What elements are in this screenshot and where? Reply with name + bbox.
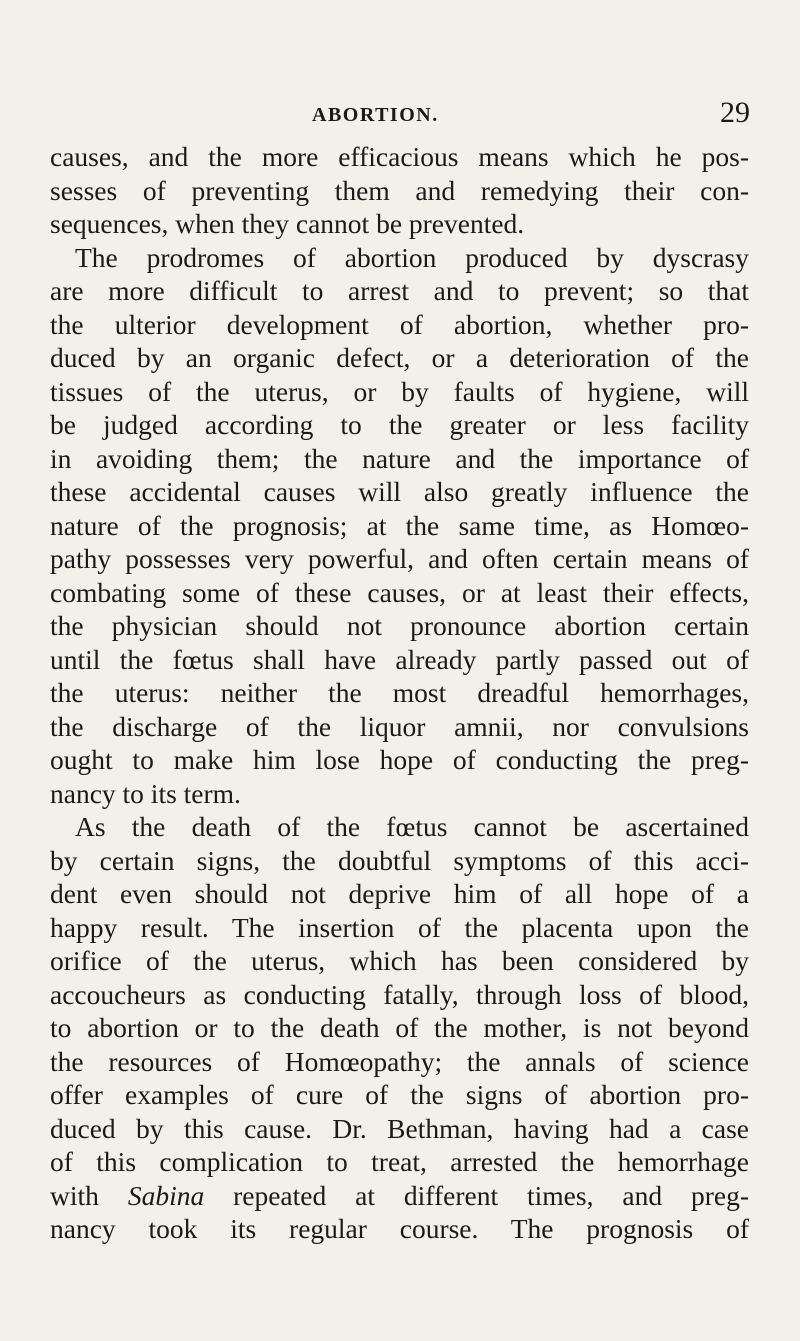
italic-remedy-name: Sabina (127, 1179, 205, 1211)
text-line-with-italic (50, 1179, 749, 1213)
text-line: sequences, when they cannot be prevented. (50, 208, 525, 239)
text-line: pathy possesses very powerful, and often certain means of (50, 543, 749, 574)
text-line: to abortion or to the death of the mother, is not beyond (50, 1012, 749, 1043)
text-line: of this complication to treat, arrested the hemorrhage (50, 1146, 749, 1177)
text-line: happy result. The insertion of the placenta upon the (50, 911, 749, 943)
paragraph-start-line: As the death of the fœtus cannot be ascertained (75, 811, 749, 842)
text-line: ought to make him lose hope of conducting the preg- (50, 744, 749, 775)
text-line: offer examples of cure of the signs of abortion pro- (50, 1079, 749, 1110)
running-title: ABORTION. (312, 104, 439, 126)
text-line: be judged according to the greater or less facility (50, 409, 749, 440)
text-line: these accidental causes will also greatly influence the (50, 476, 749, 507)
text-line: are more difficult to arrest and to prevent; so that (50, 275, 749, 306)
text-line: duced by this cause. Dr. Bethman, having had a case (50, 1112, 749, 1144)
text-line: causes, and the more efficacious means which he pos- (50, 141, 749, 172)
text-line: combating some of these causes, or at least their effects, (50, 576, 749, 608)
text-line: the discharge of the liquor amnii, nor convulsions (50, 710, 749, 742)
text-line: dent even should not deprive him of all hope of a (50, 878, 749, 909)
text-line: the uterus: neither the most dreadful hemorrhages, (50, 677, 749, 708)
paragraph-start-line: The prodromes of abortion produced by dyscrasy (75, 241, 749, 273)
text-line: the resources of Homœopathy; the annals of science (50, 1045, 749, 1077)
text-fragment: repeated at different times, and preg- (204, 1179, 749, 1211)
text-line: tissues of the uterus, or by faults of hygiene, will (50, 375, 749, 407)
text-line: nancy took its regular course. The prognosis of (50, 1213, 749, 1244)
text-line: orifice of the uterus, which has been considered by (50, 945, 749, 976)
text-line: duced by an organic defect, or a deterioration of the (50, 342, 749, 373)
running-head (50, 86, 750, 129)
text-line: nancy to its term. (50, 777, 241, 809)
text-line: sesses of preventing them and remedying their con- (50, 174, 749, 206)
text-line: in avoiding them; the nature and the importance of (50, 442, 749, 474)
text-line: accoucheurs as conducting fatally, through loss of blood, (50, 978, 749, 1010)
text-line: nature of the prognosis; at the same time, as Homœo- (50, 509, 749, 541)
text-line: until the fœtus shall have already partly passed out of (50, 643, 749, 675)
text-line: the physician should not pronounce abortion certain (50, 610, 749, 641)
body-text (50, 140, 749, 1246)
text-line: by certain signs, the doubtful symptoms of this acci- (50, 844, 749, 876)
page-number: 29 (720, 96, 750, 129)
text-fragment: with (50, 1179, 128, 1211)
text-line: the ulterior development of abortion, whether pro- (50, 308, 749, 340)
